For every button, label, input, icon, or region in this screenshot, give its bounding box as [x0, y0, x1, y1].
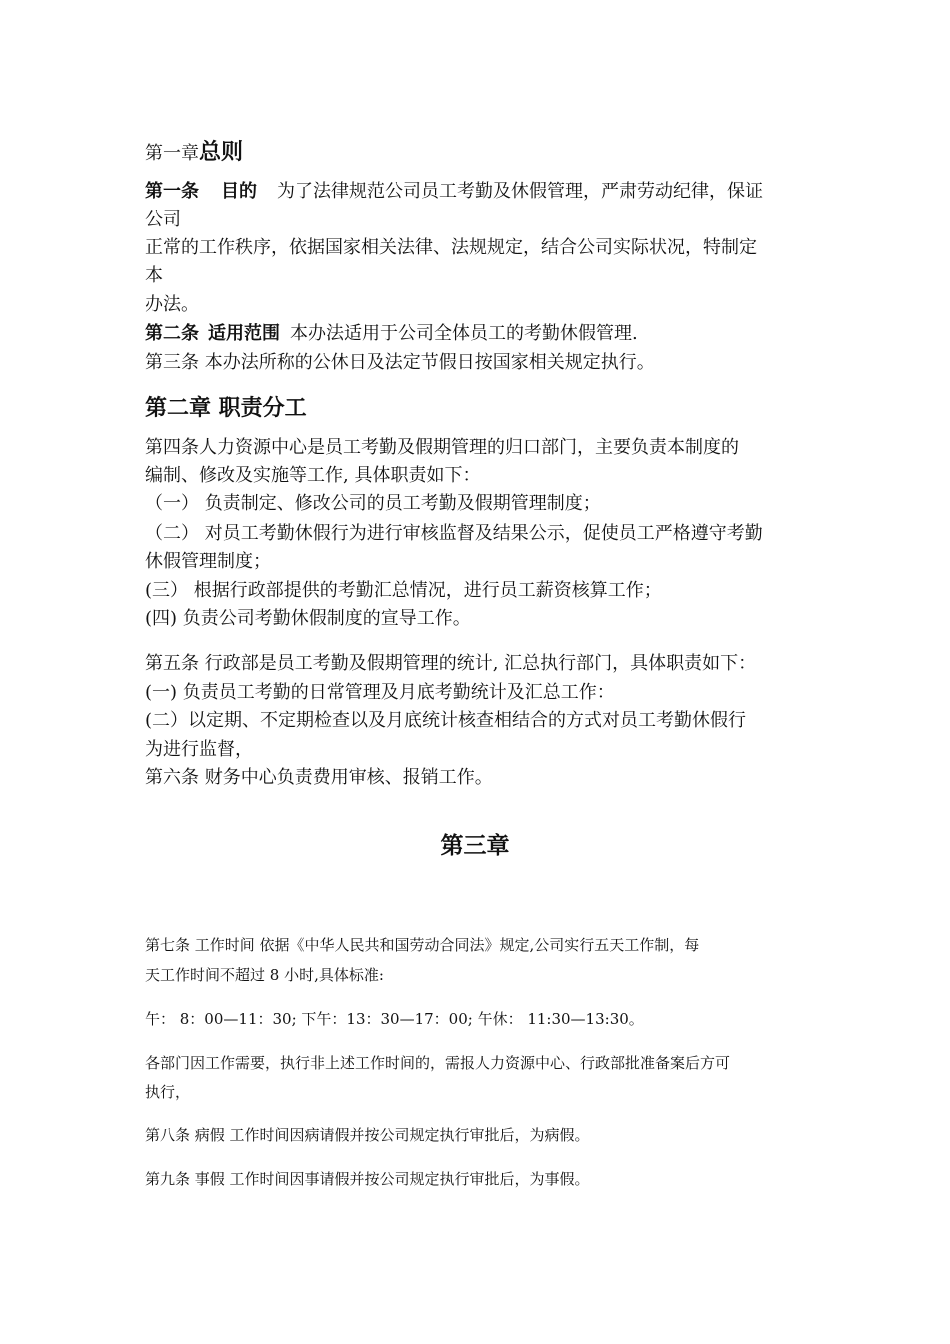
- article-1-label: 第一条: [145, 181, 199, 202]
- article-4-item-3: (三） 根据行政部提供的考勤汇总情况，进行员工薪资核算工作；: [145, 580, 662, 601]
- article-5-item-2b: 为进行监督，: [145, 739, 253, 760]
- article-2: [145, 325, 638, 343]
- article-2-label: 第二条: [145, 323, 199, 344]
- chapter-2-heading: 第二章 职责分工: [145, 395, 307, 421]
- chapter-1-heading: [145, 141, 243, 163]
- article-4-item-2b: 休假管理制度；: [145, 551, 271, 572]
- article-1-text-1: 为了法律规范公司员工考勤及休假管理，严肃劳动纪律，保证: [277, 181, 763, 202]
- article-2-topic: 适用范围: [208, 323, 280, 344]
- article-5-line-1: 第五条 行政部是员工考勤及假期管理的统计, 汇总执行部门，具体职责如下：: [145, 653, 757, 674]
- article-7-line-2: 天工作时间不超过 8 小时,具体标准:: [145, 966, 384, 984]
- article-1-line-4: 本: [145, 265, 163, 286]
- article-2-text: 本办法适用于公司全体员工的考勤休假管理.: [290, 323, 638, 344]
- article-8: 第八条 病假 工作时间因病请假并按公司规定执行审批后，为病假。: [145, 1126, 590, 1144]
- article-4-line-1: 第四条人力资源中心是员工考勤及假期管理的归口部门，主要负责本制度的: [145, 437, 739, 458]
- chapter-1-prefix: 第一章: [145, 143, 199, 164]
- article-1-line-1: [145, 183, 763, 201]
- article-4-item-4: (四) 负责公司考勤休假制度的宣导工作。: [145, 608, 471, 629]
- article-4-item-1: （一） 负责制定、修改公司的员工考勤及假期管理制度；: [145, 493, 601, 514]
- article-1-line-3: 正常的工作秩序，依据国家相关法律、法规规定，结合公司实际状况，特制定: [145, 237, 757, 258]
- article-7-line-5: 执行，: [145, 1083, 191, 1101]
- chapter-1-title: 总则: [199, 139, 244, 165]
- article-5-item-1: (一) 负责员工考勤的日常管理及月底考勤统计及汇总工作：: [145, 682, 615, 703]
- article-5-item-2a: (二）以定期、不定期检查以及月底统计核查相结合的方式对员工考勤休假行: [145, 710, 747, 731]
- article-4-item-2a: （二） 对员工考勤休假行为进行审核监督及结果公示，促使员工严格遵守考勤: [145, 523, 763, 544]
- article-9: 第九条 事假 工作时间因事请假并按公司规定执行审批后，为事假。: [145, 1170, 590, 1188]
- article-4-line-2: 编制、修改及实施等工作, 具体职责如下：: [145, 465, 481, 486]
- article-7-line-4: 各部门因工作需要，执行非上述工作时间的，需报人力资源中心、行政部批准备案后方可: [145, 1054, 731, 1072]
- article-3: 第三条 本办法所称的公休日及法定节假日按国家相关规定执行。: [145, 352, 655, 373]
- chapter-3-heading: 第三章: [440, 832, 510, 859]
- article-1-topic: 目的: [221, 181, 257, 202]
- article-1-line-5: 办法。: [145, 294, 199, 315]
- article-6: 第六条 财务中心负责费用审核、报销工作。: [145, 767, 493, 788]
- article-7-work-hours: 午： 8：00—11：30; 下午：13：30—17：00; 午休： 11:30—13:30。: [145, 1010, 644, 1028]
- article-1-line-2: 公司: [145, 209, 181, 230]
- article-7-line-1: 第七条 工作时间 依据《中华人民共和国劳动合同法》规定,公司实行五天工作制，每: [145, 936, 700, 954]
